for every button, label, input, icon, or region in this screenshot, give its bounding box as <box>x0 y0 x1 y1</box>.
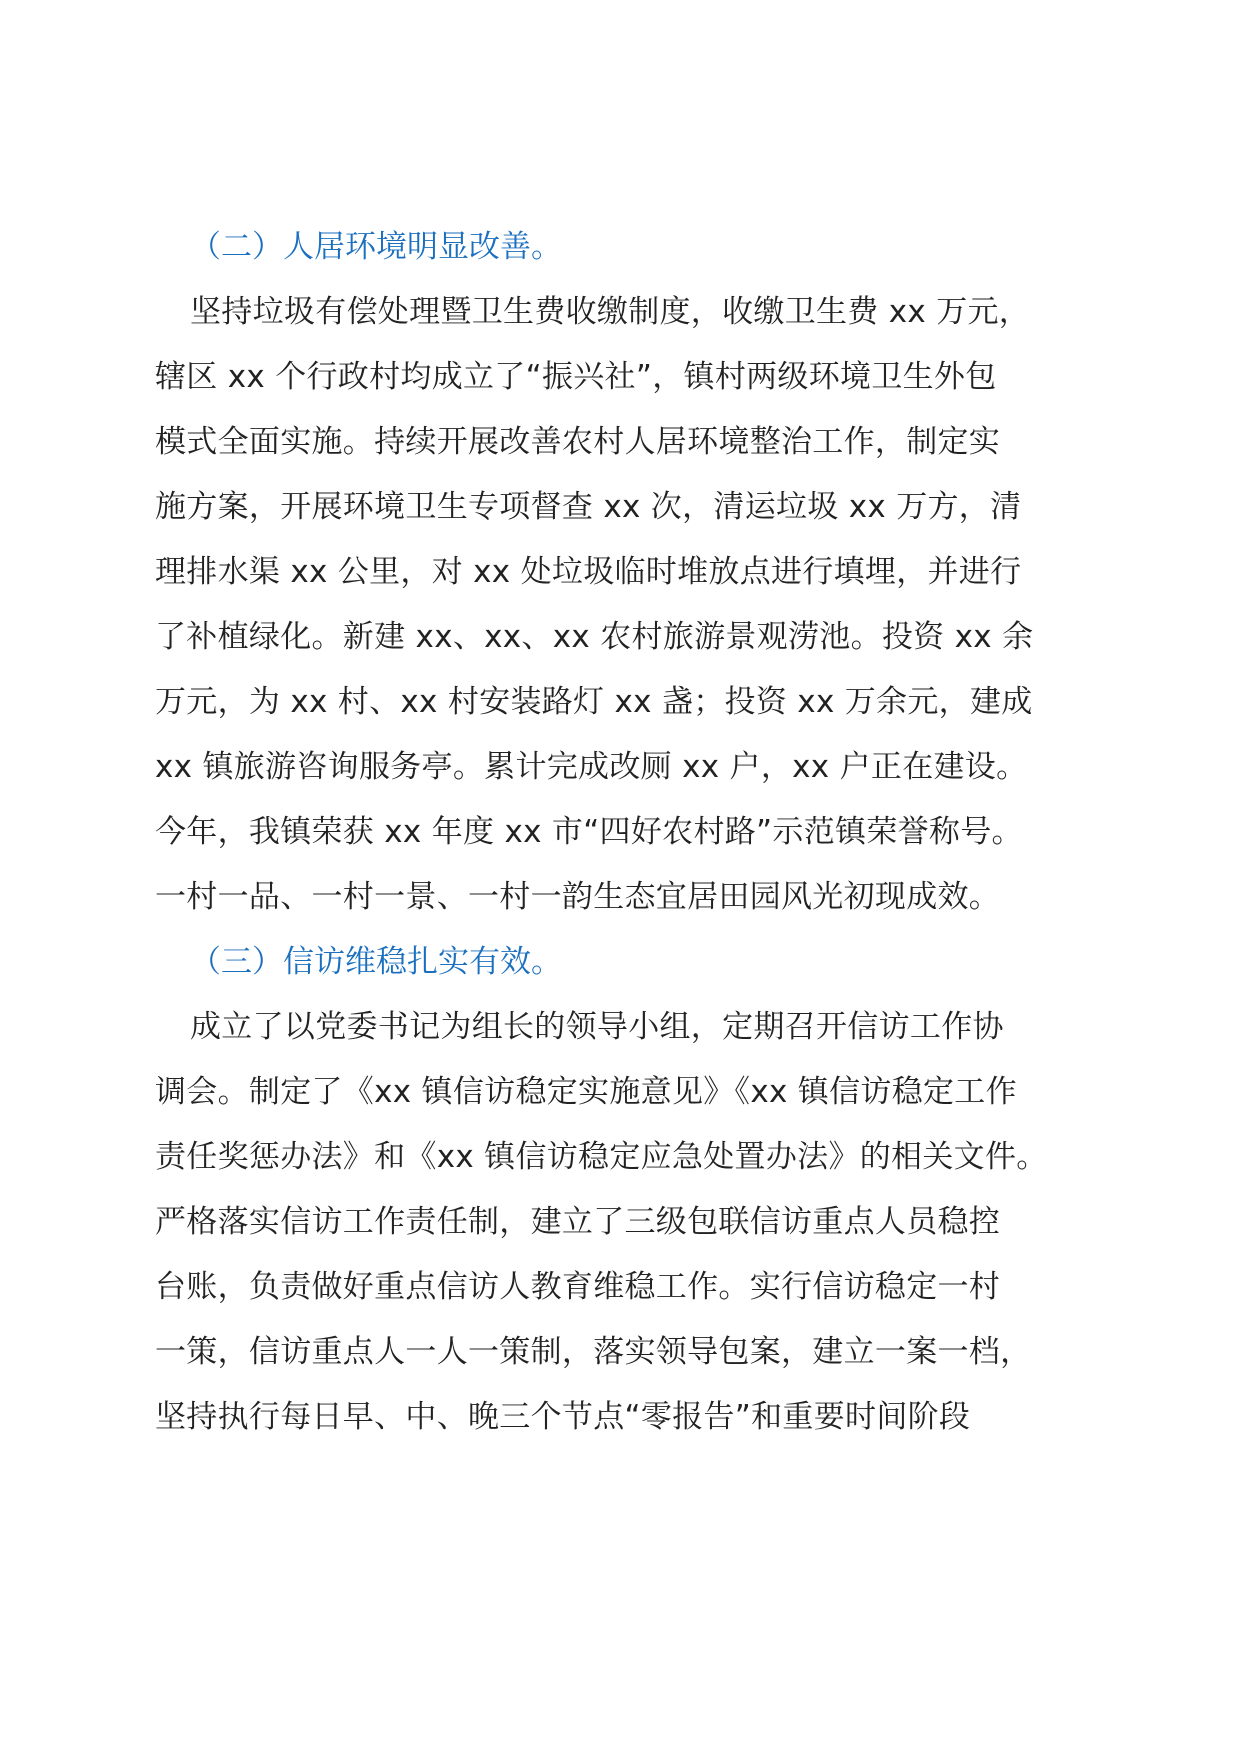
paragraph-line: 一策，信访重点人一人一策制，落实领导包案，建立一案一档， <box>155 1334 1032 1370</box>
paragraph-line: 一村一品、一村一景、一村一韵生态宜居田园风光初现成效。 <box>155 879 1001 915</box>
paragraph-line: 责任奖惩办法》和《xx 镇信访稳定应急处置办法》的相关文件。 <box>155 1139 1048 1175</box>
paragraph-line: 坚持垃圾有偿处理暨卫生费收缴制度，收缴卫生费 xx 万元， <box>190 294 1031 330</box>
paragraph-line: 严格落实信访工作责任制，建立了三级包联信访重点人员稳控 <box>155 1204 1001 1240</box>
paragraph-line: 成立了以党委书记为组长的领导小组，定期召开信访工作协 <box>190 1009 1004 1045</box>
section-2-paragraph <box>155 280 1095 930</box>
paragraph-line: 坚持执行每日早、中、晚三个节点“零报告”和重要时间阶段 <box>155 1399 971 1435</box>
paragraph-line: 施方案，开展环境卫生专项督查 xx 次，清运垃圾 xx 万方，清 <box>155 489 1022 525</box>
document-body <box>155 215 1095 1450</box>
paragraph-line: 今年，我镇荣获 xx 年度 xx 市“四好农村路”示范镇荣誉称号。 <box>155 814 1023 850</box>
paragraph-line: 辖区 xx 个行政村均成立了“振兴社”，镇村两级环境卫生外包 <box>155 359 997 395</box>
section-heading-3: （三）信访维稳扎实有效。 <box>190 944 562 980</box>
paragraph-line: 理排水渠 xx 公里，对 xx 处垃圾临时堆放点进行填埋，并进行 <box>155 554 1022 590</box>
section-heading-2: （二）人居环境明显改善。 <box>190 229 562 265</box>
paragraph-line: 万元，为 xx 村、xx 村安装路灯 xx 盏；投资 xx 万余元，建成 <box>155 684 1033 720</box>
paragraph-line: 了补植绿化。新建 xx、xx、xx 农村旅游景观涝池。投资 xx 余 <box>155 619 1034 655</box>
paragraph-line: 调会。制定了《xx 镇信访稳定实施意见》《xx 镇信访稳定工作 <box>155 1074 1017 1110</box>
paragraph-line: 台账，负责做好重点信访人教育维稳工作。实行信访稳定一村 <box>155 1269 1001 1305</box>
paragraph-line: xx 镇旅游咨询服务亭。累计完成改厕 xx 户，xx 户正在建设。 <box>155 749 1028 785</box>
section-3-paragraph <box>155 995 1095 1450</box>
paragraph-line: 模式全面实施。持续开展改善农村人居环境整治工作，制定实 <box>155 424 1001 460</box>
